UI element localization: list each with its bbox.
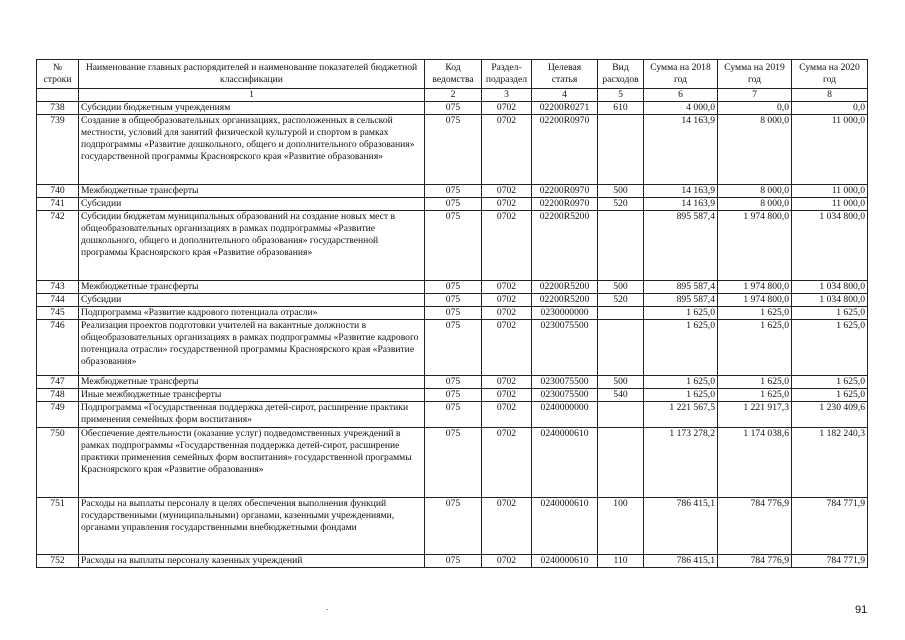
sum-2020: 11 000,0 <box>792 115 868 185</box>
sum-2019: 1 625,0 <box>718 376 792 389</box>
column-number-row <box>37 89 868 102</box>
dept-code: 075 <box>425 281 482 294</box>
sum-2020: 1 625,0 <box>792 320 868 376</box>
sum-2018: 1 221 567,5 <box>644 402 718 428</box>
section-code: 0702 <box>482 102 532 115</box>
sum-2019: 784 776,9 <box>718 555 792 568</box>
expense-type: 520 <box>598 294 644 307</box>
sum-2020: 11 000,0 <box>792 185 868 198</box>
sum-2020: 1 034 800,0 <box>792 294 868 307</box>
item-name: Субсидии <box>79 294 425 307</box>
dept-code: 075 <box>425 428 482 498</box>
expense-type: 100 <box>598 498 644 555</box>
dept-code: 075 <box>425 198 482 211</box>
dept-code: 075 <box>425 102 482 115</box>
row-number: 750 <box>37 428 79 498</box>
sum-2019: 1 625,0 <box>718 320 792 376</box>
item-name: Иные межбюджетные трансферты <box>79 389 425 402</box>
row-number: 745 <box>37 307 79 320</box>
scan-speck <box>326 609 328 610</box>
sum-2018: 786 415,1 <box>644 498 718 555</box>
target-code: 02200R0271 <box>532 102 598 115</box>
sum-2020: 1 625,0 <box>792 389 868 402</box>
section-code: 0702 <box>482 402 532 428</box>
row-number: 743 <box>37 281 79 294</box>
item-name: Межбюджетные трансферты <box>79 281 425 294</box>
sum-2019: 1 974 800,0 <box>718 211 792 281</box>
col-number: 1 <box>79 89 425 102</box>
sum-2018: 895 587,4 <box>644 281 718 294</box>
row-number: 752 <box>37 555 79 568</box>
section-code: 0702 <box>482 115 532 185</box>
table-body <box>37 102 868 568</box>
sum-2018: 786 415,1 <box>644 555 718 568</box>
section-code: 0702 <box>482 294 532 307</box>
col-number: 7 <box>718 89 792 102</box>
table-row <box>37 428 868 498</box>
item-name: Субсидии <box>79 198 425 211</box>
header-section: Раздел-подраздел <box>482 60 532 89</box>
item-name: Субсидии бюджетным учреждениям <box>79 102 425 115</box>
expense-type <box>598 115 644 185</box>
row-number: 751 <box>37 498 79 555</box>
sum-2020: 1 625,0 <box>792 376 868 389</box>
sum-2019: 8 000,0 <box>718 185 792 198</box>
row-number: 740 <box>37 185 79 198</box>
expense-type: 500 <box>598 281 644 294</box>
section-code: 0702 <box>482 211 532 281</box>
item-name: Подпрограмма «Развитие кадрового потенциала отрасли» <box>79 307 425 320</box>
sum-2019: 1 221 917,3 <box>718 402 792 428</box>
table-row <box>37 498 868 555</box>
section-code: 0702 <box>482 198 532 211</box>
expense-type: 500 <box>598 376 644 389</box>
expense-type <box>598 320 644 376</box>
header-dept-code: Код ведомства <box>425 60 482 89</box>
table-row <box>37 320 868 376</box>
expense-type: 610 <box>598 102 644 115</box>
item-name: Реализация проектов подготовки учителей на вакантные должности в общеобразовательных организациях в рамках подпрограммы «Развитие кадрового потенциала отрасли» государственной программы Красноярского края «Развитие образования» <box>79 320 425 376</box>
target-code: 0230075500 <box>532 320 598 376</box>
dept-code: 075 <box>425 376 482 389</box>
row-number: 748 <box>37 389 79 402</box>
target-code: 02200R5200 <box>532 294 598 307</box>
section-code: 0702 <box>482 320 532 376</box>
sum-2020: 1 034 800,0 <box>792 281 868 294</box>
target-code: 0230075500 <box>532 389 598 402</box>
item-name: Межбюджетные трансферты <box>79 376 425 389</box>
table-row <box>37 102 868 115</box>
row-number: 741 <box>37 198 79 211</box>
dept-code: 075 <box>425 498 482 555</box>
item-name: Создание в общеобразовательных организациях, расположенных в сельской местности, условий для занятий физической культурой и спортом в рамках подпрограммы «Развитие дошкольного, общего и дополнительного образования» государственной программы Красноярского края «Развитие образования» <box>79 115 425 185</box>
target-code: 0240000610 <box>532 428 598 498</box>
sum-2018: 14 163,9 <box>644 198 718 211</box>
item-name: Расходы на выплаты персоналу в целях обеспечения выполнения функций государственными (муниципальными) органами, казенными учреждениями, органами управления государственными внебюджетными фондами <box>79 498 425 555</box>
table-row <box>37 185 868 198</box>
sum-2020: 1 182 240,3 <box>792 428 868 498</box>
col-number: 6 <box>644 89 718 102</box>
header-sum-2018: Сумма на 2018 год <box>644 60 718 89</box>
header-exp-type: Вид расходов <box>598 60 644 89</box>
sum-2018: 895 587,4 <box>644 294 718 307</box>
table-row <box>37 294 868 307</box>
expense-type: 540 <box>598 389 644 402</box>
header-row <box>37 60 868 89</box>
header-target: Целевая статья <box>532 60 598 89</box>
dept-code: 075 <box>425 211 482 281</box>
dept-code: 075 <box>425 555 482 568</box>
item-name: Обеспечение деятельности (оказание услуг) подведомственных учреждений в рамках подпрограммы «Государственная поддержка детей-сирот, расширение практики применения семейных форм воспитания» государственной программы Красноярского края «Развитие образования» <box>79 428 425 498</box>
header-name: Наименование главных распорядителей и наименование показателей бюджетной классификации <box>79 60 425 89</box>
col-number: 4 <box>532 89 598 102</box>
sum-2020: 0,0 <box>792 102 868 115</box>
sum-2018: 1 625,0 <box>644 389 718 402</box>
target-code: 0240000000 <box>532 402 598 428</box>
col-number: 2 <box>425 89 482 102</box>
dept-code: 075 <box>425 320 482 376</box>
target-code: 0240000610 <box>532 498 598 555</box>
header-row-no: № строки <box>37 60 79 89</box>
sum-2019: 784 776,9 <box>718 498 792 555</box>
col-number: 8 <box>792 89 868 102</box>
sum-2020: 784 771,9 <box>792 498 868 555</box>
sum-2018: 14 163,9 <box>644 185 718 198</box>
row-number: 739 <box>37 115 79 185</box>
target-code: 02200R0970 <box>532 115 598 185</box>
sum-2018: 14 163,9 <box>644 115 718 185</box>
expense-type <box>598 307 644 320</box>
col-number: 5 <box>598 89 644 102</box>
section-code: 0702 <box>482 555 532 568</box>
page-number: 91 <box>855 604 868 616</box>
sum-2019: 0,0 <box>718 102 792 115</box>
table-row <box>37 281 868 294</box>
dept-code: 075 <box>425 389 482 402</box>
item-name: Субсидии бюджетам муниципальных образований на создание новых мест в общеобразовательных организациях в рамках подпрограммы «Развитие дошкольного, общего и дополнительного образования» государственной программы Красноярского края «Развитие образования» <box>79 211 425 281</box>
table-row <box>37 198 868 211</box>
row-number: 749 <box>37 402 79 428</box>
sum-2019: 1 625,0 <box>718 389 792 402</box>
target-code: 02200R0970 <box>532 185 598 198</box>
expense-type: 500 <box>598 185 644 198</box>
col-number <box>37 89 79 102</box>
sum-2019: 8 000,0 <box>718 198 792 211</box>
dept-code: 075 <box>425 115 482 185</box>
row-number: 744 <box>37 294 79 307</box>
table-row <box>37 402 868 428</box>
section-code: 0702 <box>482 376 532 389</box>
section-code: 0702 <box>482 307 532 320</box>
section-code: 0702 <box>482 281 532 294</box>
table-row <box>37 376 868 389</box>
section-code: 0702 <box>482 389 532 402</box>
sum-2019: 8 000,0 <box>718 115 792 185</box>
expense-type <box>598 428 644 498</box>
table-row <box>37 211 868 281</box>
sum-2018: 1 173 278,2 <box>644 428 718 498</box>
budget-table <box>36 59 868 568</box>
row-number: 742 <box>37 211 79 281</box>
expense-type: 520 <box>598 198 644 211</box>
sum-2018: 1 625,0 <box>644 376 718 389</box>
sum-2018: 1 625,0 <box>644 320 718 376</box>
row-number: 738 <box>37 102 79 115</box>
table-row <box>37 115 868 185</box>
header-sum-2019: Сумма на 2019 год <box>718 60 792 89</box>
sum-2020: 1 625,0 <box>792 307 868 320</box>
expense-type <box>598 402 644 428</box>
table-row <box>37 389 868 402</box>
sum-2018: 4 000,0 <box>644 102 718 115</box>
dept-code: 075 <box>425 185 482 198</box>
target-code: 0240000610 <box>532 555 598 568</box>
item-name: Расходы на выплаты персоналу казенных учреждений <box>79 555 425 568</box>
col-number: 3 <box>482 89 532 102</box>
sum-2020: 11 000,0 <box>792 198 868 211</box>
target-code: 02200R0970 <box>532 198 598 211</box>
target-code: 0230075500 <box>532 376 598 389</box>
dept-code: 075 <box>425 294 482 307</box>
sum-2020: 1 034 800,0 <box>792 211 868 281</box>
target-code: 02200R5200 <box>532 211 598 281</box>
sum-2020: 1 230 409,6 <box>792 402 868 428</box>
sum-2019: 1 174 038,6 <box>718 428 792 498</box>
row-number: 747 <box>37 376 79 389</box>
item-name: Подпрограмма «Государственная поддержка детей-сирот, расширение практики применения семейных форм воспитания» <box>79 402 425 428</box>
sum-2019: 1 974 800,0 <box>718 294 792 307</box>
table-row <box>37 555 868 568</box>
table-row <box>37 307 868 320</box>
dept-code: 075 <box>425 307 482 320</box>
item-name: Межбюджетные трансферты <box>79 185 425 198</box>
header-sum-2020: Сумма на 2020 год <box>792 60 868 89</box>
sum-2020: 784 771,9 <box>792 555 868 568</box>
expense-type: 110 <box>598 555 644 568</box>
expense-type <box>598 211 644 281</box>
section-code: 0702 <box>482 498 532 555</box>
sum-2018: 1 625,0 <box>644 307 718 320</box>
sum-2018: 895 587,4 <box>644 211 718 281</box>
sum-2019: 1 974 800,0 <box>718 281 792 294</box>
sum-2019: 1 625,0 <box>718 307 792 320</box>
target-code: 02200R5200 <box>532 281 598 294</box>
section-code: 0702 <box>482 428 532 498</box>
section-code: 0702 <box>482 185 532 198</box>
dept-code: 075 <box>425 402 482 428</box>
target-code: 0230000000 <box>532 307 598 320</box>
row-number: 746 <box>37 320 79 376</box>
